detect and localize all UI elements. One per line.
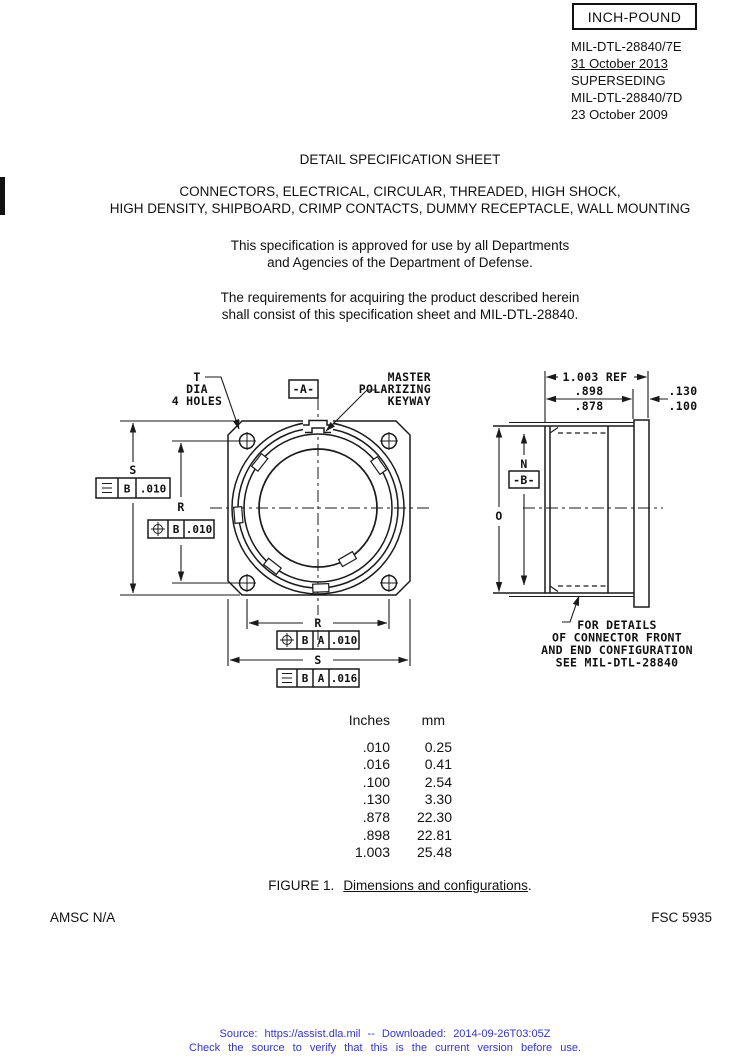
inches-header: Inches [348,712,390,728]
flange-side-profile [634,420,649,607]
keyway-notch [371,457,387,475]
document-date: 31 October 2013 [571,56,668,71]
inches-value: .010 [362,738,390,755]
inches-value: .878 [362,808,390,825]
front-view [96,370,432,687]
feature-control-frame-s-side [96,478,170,498]
hole-callout [172,370,239,429]
mm-value: 22.30 [416,808,452,825]
figure-title: Dimensions and configurations [343,878,528,893]
requirements-line-2: shall consist of this specification sheet and MIL-DTL-28840. [221,307,579,322]
keyway-leader-line [326,390,377,431]
keyway-notch [234,507,243,524]
frame-datum: A [317,634,325,647]
title-line-2: HIGH DENSITY, SHIPBOARD, CRIMP CONTACTS, DUMMY RECEPTACLE, WALL MOUNTING [109,201,691,216]
inches-value: .100 [362,773,390,790]
inch-pound-label: INCH-POUND [587,8,682,25]
superseding-label: SUPERSEDING [571,73,666,88]
symmetry-symbol-icon [102,484,112,493]
keyway-notch [252,454,268,472]
mm-value: 0.41 [424,756,452,773]
keyway-notch [264,558,282,574]
mounting-hole [380,432,398,450]
connector-body-profile [493,420,649,607]
dim-th-max-label: .130 [668,384,698,398]
inches-value: .898 [362,826,390,843]
keyway-callout-line3: KEYWAY [387,394,431,408]
amsc-code: AMSC N/A [50,910,116,925]
figure-caption-period: . [527,878,532,893]
symmetry-symbol-icon [282,674,292,683]
verify-notice-line: Check the source to verify that this is the current version before use. [189,1041,581,1054]
approval-line-1: This specification is approved for use by all Departments [230,238,570,253]
sheet-title: DETAIL SPECIFICATION SHEET [299,152,501,167]
superseded-date: 23 October 2009 [571,107,668,122]
keyway-callout-line1: MASTER [387,370,431,384]
dim-ref-label: 1.003 REF [562,370,628,384]
mm-value: 0.25 [424,738,452,755]
frame-datum: B [301,634,309,647]
download-source-footer [0,1028,741,1055]
datum-a-flag [289,380,318,398]
mm-value: 3.30 [424,791,452,808]
inches-value: 1.003 [354,844,390,861]
table-row [328,756,452,774]
hole-callout-line3: 4 HOLES [171,394,223,408]
keyway-notch [339,552,357,567]
source-line: Source: https://assist.dla.mil -- Downloaded: 2014-09-26T03:05Z [219,1028,551,1040]
conversion-table [328,712,452,862]
figure-caption [0,878,741,893]
superseded-number: MIL-DTL-28840/7D [571,90,683,105]
note-line2: OF CONNECTOR FRONT [551,630,683,645]
feature-control-frame-r-side [148,520,214,538]
details-note [541,596,693,670]
frame-tolerance: .010 [330,634,358,647]
inches-value: .130 [362,791,390,808]
dim-n-vertical [509,434,539,585]
feature-control-frame-s-bottom [277,669,359,687]
note-line4: SEE MIL-DTL-28840 [555,655,679,670]
datum-b-label: -B- [513,473,535,487]
position-symbol-icon [280,633,294,647]
dim-r-label: R [177,500,185,514]
frame-datum: A [317,672,325,685]
dim-s-label: S [129,463,137,477]
keyway-callout-line2: POLARIZING [358,382,431,396]
feature-control-frame-r-bottom [277,631,359,649]
title-line-1: CONNECTORS, ELECTRICAL, CIRCULAR, THREADED, HIGH SHOCK, [179,184,621,199]
frame-datum: B [172,523,180,536]
mm-header: mm [421,712,445,728]
mounting-hole [238,574,256,592]
requirements-line-1: The requirements for acquiring the product described herein [220,290,580,305]
fsc-code: FSC 5935 [651,910,712,925]
master-keyway [303,417,333,433]
frame-datum: B [301,672,309,685]
note-line3: AND END CONFIGURATION [541,643,693,657]
document-number: MIL-DTL-28840/7E [571,39,682,54]
mounting-hole [238,432,256,450]
hole-callout-line1: T [193,370,201,384]
conversion-table-header [328,712,452,730]
dim-len-min-label: .878 [574,399,604,413]
hole-callout-line2: DIA [186,382,208,396]
frame-tolerance: .010 [139,482,167,496]
note-line1: FOR DETAILS [577,618,657,632]
mm-value: 25.48 [416,844,452,861]
table-row [328,827,452,845]
dim-length-group [545,370,697,423]
dim-o-vertical [495,428,502,592]
dim-o-label: O [495,509,503,523]
keyway-notch [313,584,329,593]
dim-th-min-label: .100 [668,399,698,413]
position-symbol-icon [151,522,165,536]
dim-len-max-label: .898 [574,384,604,398]
inches-value: .016 [362,756,390,773]
frame-datum: B [123,482,131,496]
mounting-hole [380,574,398,592]
frame-tolerance: .010 [185,523,213,536]
keyway-callout [326,370,431,431]
mm-value: 22.81 [416,826,452,843]
side-view [493,370,697,670]
table-row [328,774,452,792]
datum-a-label: -A- [292,382,315,396]
approval-line-2: and Agencies of the Department of Defense. [267,255,533,270]
table-row [328,809,452,827]
table-row [328,739,452,757]
mm-value: 2.54 [424,773,452,790]
dim-n-label: N [520,457,528,471]
dim-s-label: S [314,653,322,667]
dim-r-vertical [148,441,238,583]
table-row [328,791,452,809]
frame-tolerance: .016 [330,672,358,685]
dim-r-label: R [314,616,322,630]
figure-number: FIGURE 1. [268,878,335,893]
table-row [328,844,452,862]
